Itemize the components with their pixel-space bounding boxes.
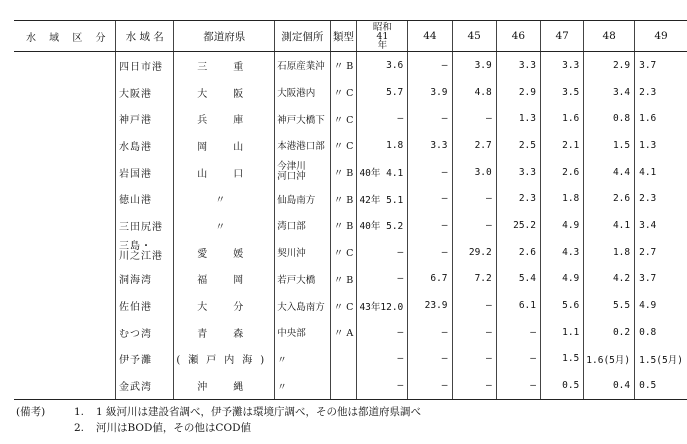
value-cell: — xyxy=(452,372,496,399)
type-cell xyxy=(330,346,357,373)
value-cell: 2.7 xyxy=(635,239,687,266)
value-cell: — xyxy=(408,52,452,79)
value-cell: 2.3 xyxy=(635,185,687,212)
prefecture-cell: 〃 xyxy=(174,212,275,239)
value-cell: 1.8 xyxy=(540,185,583,212)
table-row xyxy=(14,105,687,132)
value-cell: 1.8 xyxy=(584,239,635,266)
value-cell: 4.9 xyxy=(635,292,687,319)
header-year-48: 48 xyxy=(584,21,635,52)
value-cell: 2.9 xyxy=(496,79,540,106)
value-cell: 3.3 xyxy=(408,132,452,159)
value-cell: 2.6 xyxy=(540,159,583,186)
value-cell: 1.5 xyxy=(584,132,635,159)
point-cell: 神戸大橋下 xyxy=(275,105,330,132)
table-row xyxy=(14,266,687,293)
value-cell: 3.0 xyxy=(452,159,496,186)
value-cell: 43年12.0 xyxy=(357,292,408,319)
value-cell: — xyxy=(408,346,452,373)
point-cell: 石原産業沖 xyxy=(275,52,330,79)
note-row-1 xyxy=(16,404,421,420)
water-name-cell: 四日市港 xyxy=(116,52,174,79)
value-cell: — xyxy=(496,372,540,399)
value-cell: 2.7 xyxy=(452,132,496,159)
header-year-41-text: 昭和41年 xyxy=(372,21,392,51)
notes xyxy=(16,404,421,436)
value-cell: — xyxy=(357,319,408,346)
header-year-45: 45 xyxy=(452,21,496,52)
type-cell: 〃 C xyxy=(330,79,357,106)
value-cell: 3.9 xyxy=(408,79,452,106)
zone-cell xyxy=(14,319,116,346)
point-cell: 仙島南方 xyxy=(275,185,330,212)
header-row xyxy=(14,21,687,52)
value-cell: 0.5 xyxy=(635,372,687,399)
value-cell: 1.5 xyxy=(540,346,583,373)
zone-cell xyxy=(14,212,116,239)
type-cell: 〃 C xyxy=(330,105,357,132)
table-row xyxy=(14,132,687,159)
table-row xyxy=(14,185,687,212)
water-name-cell: 金武湾 xyxy=(116,372,174,399)
type-cell: 〃 B xyxy=(330,159,357,186)
value-cell: 4.3 xyxy=(540,239,583,266)
prefecture-cell: 愛 媛 xyxy=(174,239,275,266)
value-cell: 2.9 xyxy=(584,52,635,79)
value-cell: — xyxy=(496,346,540,373)
type-cell: 〃 C xyxy=(330,292,357,319)
value-cell: 2.1 xyxy=(540,132,583,159)
type-cell: 〃 A xyxy=(330,319,357,346)
value-cell: 3.7 xyxy=(635,266,687,293)
value-cell: 4.1 xyxy=(584,212,635,239)
zone-cell xyxy=(14,292,116,319)
value-cell: 3.3 xyxy=(496,159,540,186)
water-name-cell: 伊予灘 xyxy=(116,346,174,373)
zone-cell xyxy=(14,185,116,212)
value-cell: 3.3 xyxy=(540,52,583,79)
value-cell: 3.4 xyxy=(584,79,635,106)
value-cell: — xyxy=(452,212,496,239)
value-cell: 3.4 xyxy=(635,212,687,239)
value-cell: 1.3 xyxy=(635,132,687,159)
header-zone: 水 域 区 分 xyxy=(14,21,116,52)
value-cell: — xyxy=(408,372,452,399)
point-cell: 契川沖 xyxy=(275,239,330,266)
prefecture-cell: 三 重 xyxy=(174,52,275,79)
water-name-cell: むつ湾 xyxy=(116,319,174,346)
point-cell xyxy=(275,159,330,186)
type-cell: 〃 B xyxy=(330,185,357,212)
value-cell: 1.5(5月) xyxy=(635,346,687,373)
value-cell: 0.4 xyxy=(584,372,635,399)
value-cell: 2.3 xyxy=(496,185,540,212)
value-cell: — xyxy=(357,239,408,266)
prefecture-cell: 大 阪 xyxy=(174,79,275,106)
water-name-cell: 神戸港 xyxy=(116,105,174,132)
value-cell: 7.2 xyxy=(452,266,496,293)
value-cell: 2.6 xyxy=(584,185,635,212)
point-cell: 大入島南方 xyxy=(275,292,330,319)
header-type: 類型 xyxy=(330,21,357,52)
header-point: 測定個所 xyxy=(275,21,330,52)
table-body xyxy=(14,52,687,400)
value-cell: 2.5 xyxy=(496,132,540,159)
value-cell: 3.7 xyxy=(635,52,687,79)
value-cell: 1.8 xyxy=(357,132,408,159)
value-cell: 25.2 xyxy=(496,212,540,239)
prefecture-cell: 兵 庫 xyxy=(174,105,275,132)
table-row xyxy=(14,239,687,266)
value-cell: 40年 4.1 xyxy=(357,159,408,186)
table-row xyxy=(14,52,687,79)
value-cell: — xyxy=(408,212,452,239)
prefecture-cell: 沖 縄 xyxy=(174,372,275,399)
value-cell: 3.3 xyxy=(496,52,540,79)
prefecture-cell: 大 分 xyxy=(174,292,275,319)
water-name-cell: 徳山港 xyxy=(116,185,174,212)
water-name-cell: 水島港 xyxy=(116,132,174,159)
zone-cell xyxy=(14,52,116,79)
prefecture-cell: 青 森 xyxy=(174,319,275,346)
point-cell: 〃 xyxy=(275,346,330,373)
value-cell: 2.6 xyxy=(496,239,540,266)
table-row xyxy=(14,346,687,373)
type-cell xyxy=(330,372,357,399)
value-cell: — xyxy=(408,239,452,266)
zone-cell xyxy=(14,105,116,132)
value-cell: — xyxy=(496,319,540,346)
value-cell: — xyxy=(357,105,408,132)
value-cell: 5.5 xyxy=(584,292,635,319)
type-cell: 〃 B xyxy=(330,52,357,79)
zone-cell xyxy=(14,79,116,106)
value-cell: — xyxy=(452,292,496,319)
value-cell: 3.6 xyxy=(357,52,408,79)
note-number: 2. xyxy=(74,422,85,434)
note-text: 1 級河川は建設省調べ，伊予灘は環境庁調べ，その他は都道府県調べ xyxy=(96,406,422,418)
value-cell: — xyxy=(452,346,496,373)
water-name-cell: 洞海湾 xyxy=(116,266,174,293)
prefecture-cell: (瀬戸内海) xyxy=(174,346,275,373)
zone-cell xyxy=(14,266,116,293)
value-cell: 29.2 xyxy=(452,239,496,266)
value-cell: — xyxy=(452,319,496,346)
value-cell: 4.1 xyxy=(635,159,687,186)
value-cell: — xyxy=(452,185,496,212)
zone-cell xyxy=(14,159,116,186)
header-year-46: 46 xyxy=(496,21,540,52)
zone-cell xyxy=(14,239,116,266)
value-cell: 1.1 xyxy=(540,319,583,346)
type-cell: 〃 B xyxy=(330,266,357,293)
zone-cell xyxy=(14,346,116,373)
value-cell: — xyxy=(408,319,452,346)
value-cell: 2.3 xyxy=(635,79,687,106)
value-cell: 5.6 xyxy=(540,292,583,319)
value-cell: — xyxy=(408,185,452,212)
table-row xyxy=(14,212,687,239)
type-cell: 〃 C xyxy=(330,132,357,159)
type-cell: 〃 C xyxy=(330,239,357,266)
point-cell: 若戸大橋 xyxy=(275,266,330,293)
prefecture-cell: 〃 xyxy=(174,185,275,212)
prefecture-cell: 福 岡 xyxy=(174,266,275,293)
zone-cell xyxy=(14,372,116,399)
header-prefecture: 都道府県 xyxy=(174,21,275,52)
note-row-2 xyxy=(16,420,421,436)
note-number: 1. xyxy=(74,406,85,418)
notes-label: (備考) xyxy=(16,406,46,418)
table-row xyxy=(14,292,687,319)
value-cell: 42年 5.1 xyxy=(357,185,408,212)
table-row xyxy=(14,319,687,346)
value-cell: 0.8 xyxy=(584,105,635,132)
header-year-41 xyxy=(357,21,408,52)
value-cell: 6.1 xyxy=(496,292,540,319)
value-cell: — xyxy=(357,346,408,373)
point-cell: 中央部 xyxy=(275,319,330,346)
water-name-cell: 佐伯港 xyxy=(116,292,174,319)
header-name: 水 域 名 xyxy=(116,21,174,52)
value-cell: — xyxy=(408,105,452,132)
type-cell: 〃 B xyxy=(330,212,357,239)
value-cell: 5.4 xyxy=(496,266,540,293)
value-cell: 4.9 xyxy=(540,212,583,239)
value-cell: 4.4 xyxy=(584,159,635,186)
header-year-47: 47 xyxy=(540,21,583,52)
point-cell: 湾口部 xyxy=(275,212,330,239)
point-cell: 大阪港内 xyxy=(275,79,330,106)
table-row xyxy=(14,159,687,186)
water-name-cell: 三田尻港 xyxy=(116,212,174,239)
point-cell: 〃 xyxy=(275,372,330,399)
value-cell: 1.6 xyxy=(540,105,583,132)
water-name-cell: 岩国港 xyxy=(116,159,174,186)
water-name-cell: 大阪港 xyxy=(116,79,174,106)
value-cell: — xyxy=(357,266,408,293)
prefecture-cell: 山 口 xyxy=(174,159,275,186)
water-quality-table xyxy=(14,20,687,400)
value-cell: 1.6(5月) xyxy=(584,346,635,373)
value-cell: 0.5 xyxy=(540,372,583,399)
value-cell: 3.9 xyxy=(452,52,496,79)
value-cell: 0.8 xyxy=(635,319,687,346)
table-row xyxy=(14,79,687,106)
value-cell: 0.2 xyxy=(584,319,635,346)
value-cell: 1.6 xyxy=(635,105,687,132)
header-year-49: 49 xyxy=(635,21,687,52)
value-cell: 40年 5.2 xyxy=(357,212,408,239)
value-cell: — xyxy=(452,105,496,132)
water-name-cell-text: 三島・ 川之江港 xyxy=(119,241,164,263)
water-name-cell xyxy=(116,239,174,266)
header-year-44: 44 xyxy=(408,21,452,52)
zone-cell xyxy=(14,132,116,159)
value-cell: 3.5 xyxy=(540,79,583,106)
value-cell: 1.3 xyxy=(496,105,540,132)
prefecture-cell: 岡 山 xyxy=(174,132,275,159)
table-row xyxy=(14,372,687,399)
value-cell: 23.9 xyxy=(408,292,452,319)
value-cell: 4.8 xyxy=(452,79,496,106)
value-cell: — xyxy=(357,372,408,399)
value-cell: 4.9 xyxy=(540,266,583,293)
value-cell: 5.7 xyxy=(357,79,408,106)
point-cell: 本港港口部 xyxy=(275,132,330,159)
value-cell: 4.2 xyxy=(584,266,635,293)
value-cell: — xyxy=(408,159,452,186)
note-text: 河川はBOD値，その他はCOD値 xyxy=(96,422,251,434)
value-cell: 6.7 xyxy=(408,266,452,293)
point-cell-text: 今津川 河口沖 xyxy=(277,161,306,183)
